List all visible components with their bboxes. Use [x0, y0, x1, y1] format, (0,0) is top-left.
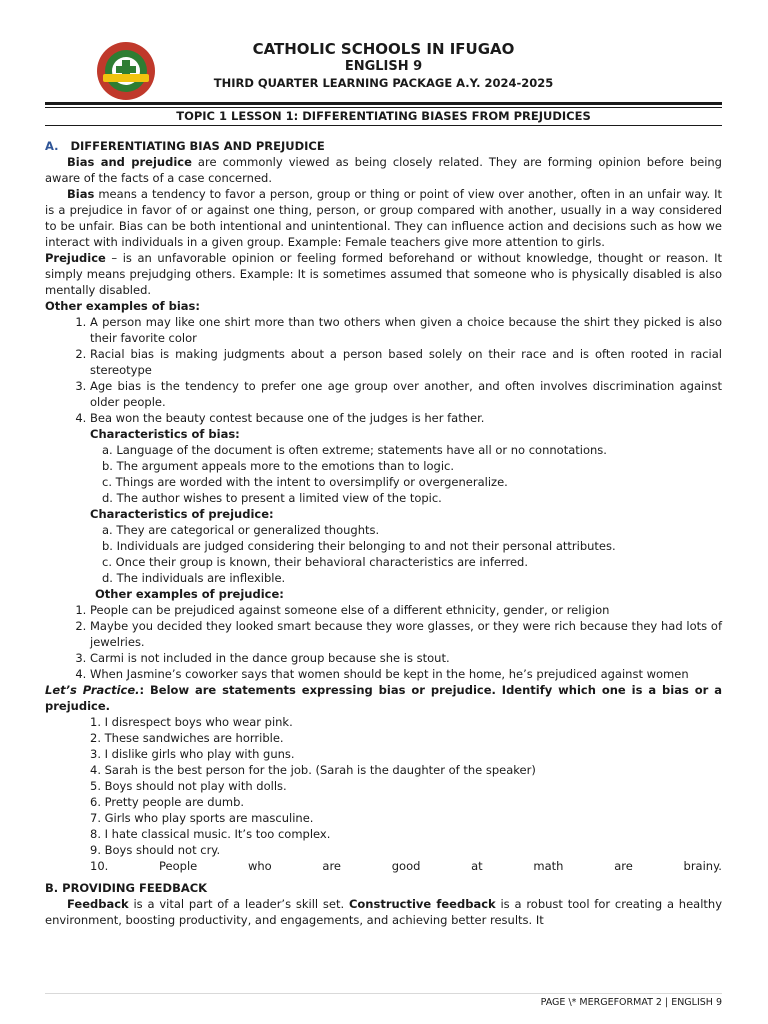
paragraph-text: – is an unfavorable opinion or feeling formed beforehand or without knowledge, thought or reason. It simply means prejudging others. Example: It is sometimes assumed that someone who is physically disabled is also mentally disabled. [45, 251, 722, 297]
paragraph-bias [45, 186, 722, 250]
practice-list [90, 714, 722, 858]
practice-item: 8. I hate classical music. It’s too complex. [90, 827, 331, 841]
document-body [45, 138, 722, 928]
list-item: 1. People can be prejudiced against someone else of a different ethnicity, gender, or religion [90, 602, 722, 618]
practice-item: 4. Sarah is the best person for the job. (Sarah is the daughter of the speaker) [90, 763, 536, 777]
list-item: b. Individuals are judged considering their belonging to and not their personal attributes. [102, 539, 616, 553]
practice-item: 3. I dislike girls who play with guns. [90, 747, 295, 761]
topic-divider [45, 125, 722, 126]
section-a-letter: A. [45, 139, 59, 153]
term-constructive-feedback: Constructive feedback [348, 897, 496, 911]
paragraph-text: is a robust tool for creating a healthy environment, boosting productivity, and engagements, and achieving better results. It [45, 897, 723, 927]
list-item: 2. Maybe you decided they looked smart because they wore glasses, or they were rich because they had lots of jewelries. [90, 618, 722, 650]
package-title: THIRD QUARTER LEARNING PACKAGE A.Y. 2024-2025 [213, 76, 554, 90]
topic-title: TOPIC 1 LESSON 1: DIFFERENTIATING BIASES FROM PREJUDICES [176, 109, 591, 123]
list-item: d. The individuals are inflexible. [102, 571, 286, 585]
term-feedback: Feedback [67, 897, 129, 911]
subject-title: ENGLISH 9 [344, 59, 423, 74]
practice-item: 2. These sandwiches are horrible. [90, 731, 284, 745]
bias-examples-heading: Other examples of bias: [45, 299, 201, 313]
practice-item-word: are [322, 859, 342, 873]
list-item: a. Language of the document is often extreme; statements have all or no connotations. [102, 443, 607, 457]
school-name: CATHOLIC SCHOOLS IN IFUGAO [252, 40, 515, 58]
list-item: d. The author wishes to present a limited view of the topic. [102, 491, 442, 505]
list-item: c. Things are worded with the intent to oversimplify or overgeneralize. [102, 475, 508, 489]
document-header [45, 40, 722, 100]
term-bias: Bias [67, 187, 95, 201]
term-prejudice: Prejudice [45, 251, 106, 265]
paragraph-text: are commonly viewed as being closely related. They are forming opinion before being aware of the facts of a case concerned. [45, 155, 722, 185]
paragraph-bias-and-prejudice [45, 154, 722, 186]
page-footer: PAGE \* MERGEFORMAT 2 | ENGLISH 9 [45, 993, 722, 1008]
list-item: 4. When Jasmine’s coworker says that women should be kept in the home, he’s prejudiced against women [90, 666, 722, 682]
char-bias-list [102, 442, 722, 506]
list-item: b. The argument appeals more to the emotions than to logic. [102, 459, 455, 473]
practice-item-word: at [471, 859, 483, 873]
list-item: 4. Bea won the beauty contest because one of the judges is her father. [90, 410, 722, 426]
practice-label: Let’s Practice. [45, 683, 140, 697]
char-bias-heading: Characteristics of bias: [90, 427, 240, 441]
header-divider-thick [45, 102, 722, 105]
practice-item: 7. Girls who play sports are masculine. [90, 811, 314, 825]
practice-item-word: brainy. [683, 859, 722, 873]
practice-item: 1. I disrespect boys who wear pink. [90, 715, 293, 729]
list-item: 3. Age bias is the tendency to prefer one age group over another, and often involves discrimination against older people. [90, 378, 722, 410]
practice-item: 6. Pretty people are dumb. [90, 795, 245, 809]
paragraph-text: means a tendency to favor a person, group or thing or point of view over another, often in an unfair way. It is a prejudice in favor of or against one thing, person, or group compared with another, usually in a way considered to be unfair. Bias can be both intentional and unintentional. They can influence action and decisions such as how we interact with individuals in a given group. Example: Female teachers give more attention to girls. [45, 187, 722, 249]
bias-examples-list [45, 314, 722, 426]
paragraph-feedback [45, 896, 722, 928]
practice-item-word: People [159, 859, 198, 873]
prejudice-examples-heading: Other examples of prejudice: [95, 587, 284, 601]
list-item: 1. A person may like one shirt more than two others when given a choice because the shirt they picked is also their favorite color [90, 314, 722, 346]
practice-item-10 [90, 858, 722, 874]
list-item: c. Once their group is known, their behavioral characteristics are inferred. [102, 555, 529, 569]
char-prejudice-heading: Characteristics of prejudice: [90, 507, 274, 521]
practice-item: 9. Boys should not cry. [90, 843, 221, 857]
prejudice-examples-list [45, 602, 722, 682]
practice-item: 5. Boys should not play with dolls. [90, 779, 287, 793]
practice-instruction [45, 682, 722, 714]
section-a-title: DIFFERENTIATING BIAS AND PREJUDICE [70, 139, 325, 153]
list-item: 2. Racial bias is making judgments about a person based solely on their race and is often rooted in racial stereotype [90, 346, 722, 378]
paragraph-text: is a vital part of a leader’s skill set. [128, 897, 349, 911]
char-prejudice-list [102, 522, 722, 586]
school-logo [95, 40, 157, 102]
list-item: 3. Carmi is not included in the dance group because she is stout. [90, 650, 722, 666]
practice-item-word: math [533, 859, 564, 873]
section-b-heading: B. PROVIDING FEEDBACK [45, 881, 208, 895]
paragraph-prejudice [45, 250, 722, 298]
document-page [45, 36, 722, 928]
section-a-heading [45, 138, 722, 154]
practice-item-word: who [247, 859, 272, 873]
practice-item-word: are [614, 859, 633, 873]
practice-instruction-text: : Below are statements expressing bias or prejudice. Identify which one is a bias or a prejudice. [45, 683, 722, 713]
practice-item-word: 10. [90, 859, 109, 873]
list-item: a. They are categorical or generalized thoughts. [102, 523, 380, 537]
term-bias-and-prejudice: Bias and prejudice [67, 155, 192, 169]
practice-item-word: good [391, 859, 421, 873]
